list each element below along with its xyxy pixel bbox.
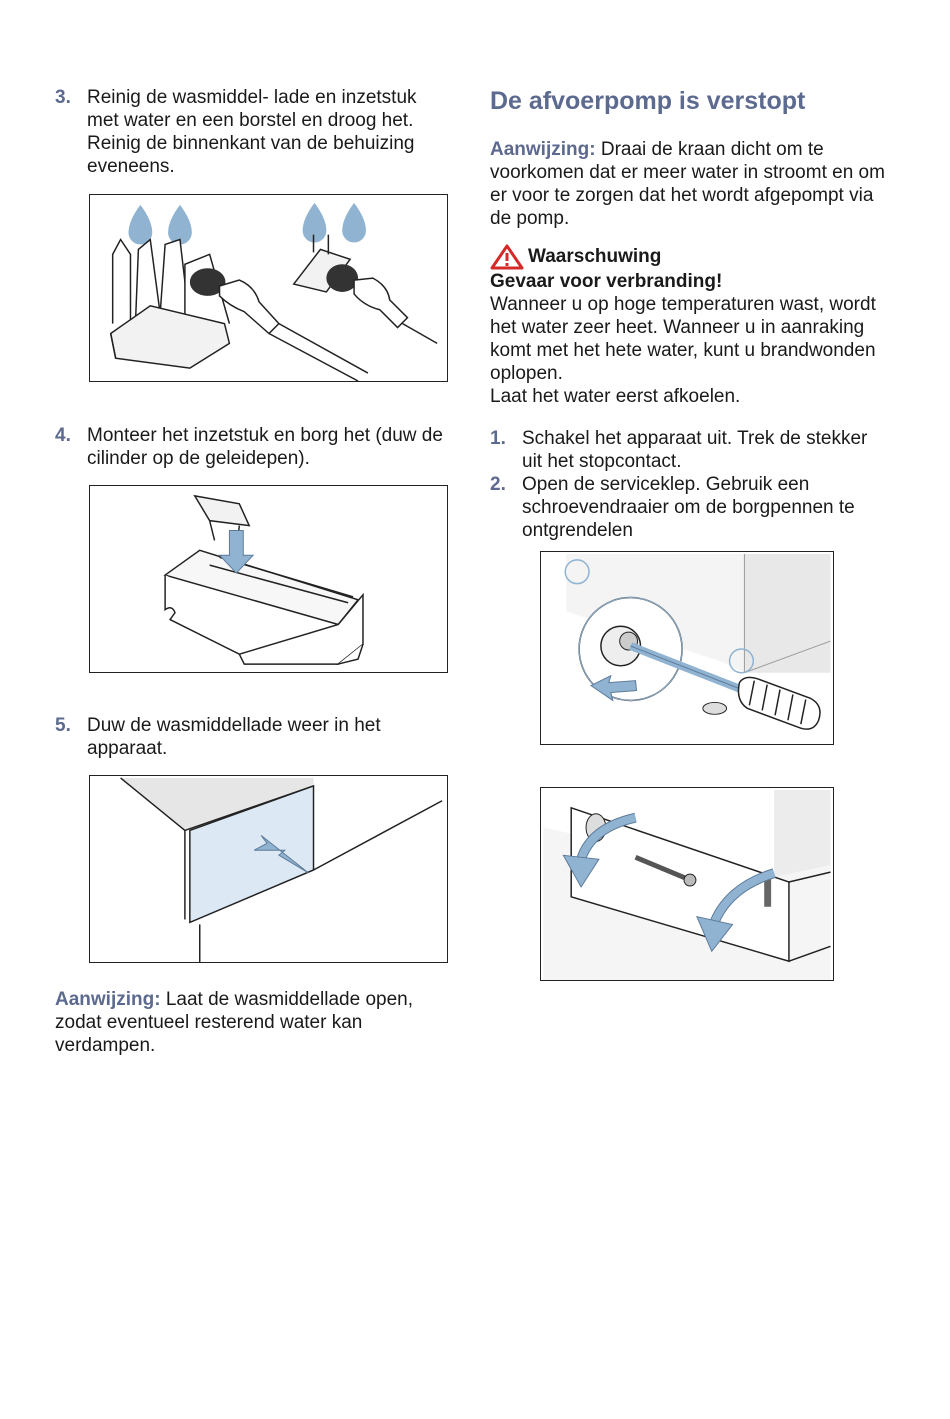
step-1 <box>490 427 890 473</box>
left-column <box>55 86 450 178</box>
note-text: Laat de wasmiddellade open, zodat eventueel resterend water kan verdampen. <box>55 989 414 1056</box>
step-text: Monteer het inzetstuk en borg het (duw de cilinder op de geleidepen). <box>87 425 443 469</box>
unlock-pins-illustration <box>541 552 833 744</box>
figure-open-flap <box>540 787 834 981</box>
push-drawer-illustration <box>90 776 447 962</box>
warning-title <box>490 244 890 270</box>
warning-text: Wanneer u op hoge temperaturen wast, wordt het water zeer heet. Wanneer u in aanraking komt met het hete water, kunt u brandwonden oplopen. <box>490 294 876 384</box>
step-number: 1. <box>490 428 506 449</box>
water-drop-icon <box>303 203 327 243</box>
left-note <box>55 988 450 1057</box>
figure-push-drawer <box>89 775 448 963</box>
warning-title-text: Waarschuwing <box>528 246 662 267</box>
step-text: Reinig de wasmiddel- lade en inzetstuk met water en een borstel en droog het. Reinig de binnenkant van de behuizing eveneens. <box>87 87 417 177</box>
step-number: 5. <box>55 715 71 736</box>
note-drawer-open <box>55 988 450 1057</box>
note-label: Aanwijzing: <box>55 989 161 1010</box>
step-text: Open de serviceklep. Gebruik een schroevendraaier om de borgpennen te ontgrendelen <box>522 474 855 541</box>
step-text: Schakel het apparaat uit. Trek de stekker uit het stopcontact. <box>522 428 868 472</box>
figure-mount-insert <box>89 485 448 673</box>
note-text: Draai de kraan dicht om te voorkomen dat er meer water in stroomt en om er voor te zorgen dat het wordt afgepompt via de pomp. <box>490 139 885 229</box>
step-5 <box>55 714 450 760</box>
note-label: Aanwijzing: <box>490 139 596 160</box>
water-drop-icon <box>342 203 366 243</box>
step-text: Duw de wasmiddellade weer in het apparaat. <box>87 715 381 759</box>
left-column-step5 <box>55 714 450 760</box>
right-column <box>490 86 890 542</box>
open-flap-illustration <box>541 788 833 980</box>
section-heading: De afvoerpomp is verstopt <box>490 87 806 115</box>
left-column-step4 <box>55 424 450 470</box>
step-number: 2. <box>490 474 506 495</box>
mount-insert-illustration <box>90 486 447 672</box>
figure-clean-drawer <box>89 194 448 382</box>
warning-triangle-icon <box>490 244 524 270</box>
figure-unlock-pins <box>540 551 834 745</box>
step-2 <box>490 473 890 542</box>
water-drop-icon <box>168 205 192 245</box>
note-close-tap <box>490 138 890 230</box>
water-drop-icon <box>129 205 153 245</box>
step-number: 3. <box>55 87 71 108</box>
warning-subtitle: Gevaar voor verbranding! <box>490 271 723 292</box>
clean-drawer-illustration <box>90 195 447 381</box>
step-number: 4. <box>55 425 71 446</box>
warning-text-cool: Laat het water eerst afkoelen. <box>490 386 741 407</box>
step-3 <box>55 86 450 178</box>
step-4 <box>55 424 450 470</box>
